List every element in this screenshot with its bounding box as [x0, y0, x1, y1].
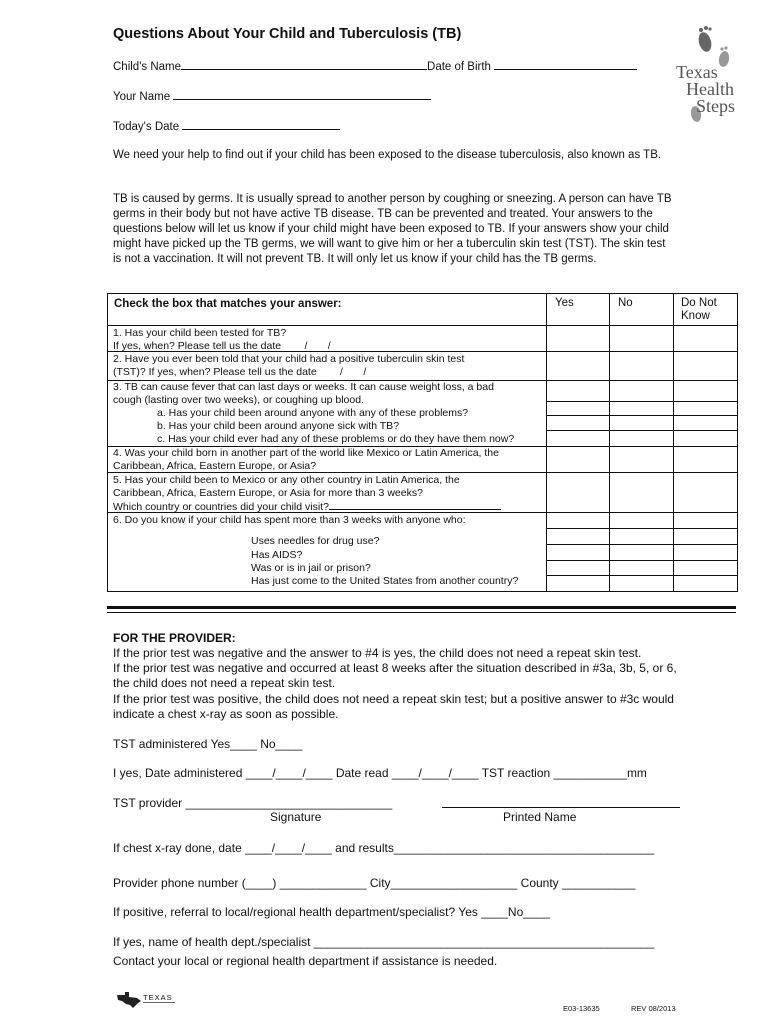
question-2 [113, 353, 464, 378]
question-1 [113, 327, 331, 352]
question-6c: Was or is in jail or prison? [251, 562, 371, 574]
contact-note: Contact your local or regional health department if assistance is needed. [113, 954, 498, 968]
your-name-line[interactable] [173, 87, 431, 100]
logo-text-texas: Texas [676, 62, 718, 82]
question-5-line1: 5. Has your child been to Mexico or any other country in Latin America, the [113, 474, 460, 486]
answer-divider [546, 430, 737, 431]
provider-phone[interactable]: Provider phone number (____) _____________ City___________________ County ___________ [113, 876, 636, 890]
question-2-line1: 2. Have you ever been told that your child had a positive tuberculin skin test [113, 353, 465, 365]
tst-provider-signature[interactable]: TST provider _______________________________ [113, 796, 393, 810]
agency-underline [143, 1002, 175, 1003]
provider-note-1: If the prior test was negative and the answer to #4 is yes, the child does not need a repeat skin test. [113, 646, 642, 660]
provider-note-2: If the prior test was negative and occurred at least 8 weeks after the situation described in #3a, 3b, 5, or 6, the child does not need a repeat skin test. [113, 661, 677, 690]
table-header-dnk-line2: Know [681, 310, 710, 322]
child-name-field[interactable] [113, 57, 637, 73]
col-divider [609, 294, 610, 591]
texas-state-icon [115, 991, 143, 1009]
question-5-line2: Caribbean, Africa, Eastern Europe, or Asia for more than 3 weeks? [113, 486, 423, 499]
signature-label: Signature [270, 810, 322, 824]
page-title: Questions About Your Child and Tuberculosis (TB) [113, 26, 462, 42]
texas-health-steps-logo [672, 24, 752, 134]
table-header-yes: Yes [555, 297, 574, 309]
printed-name-label: Printed Name [503, 810, 577, 824]
child-name-label: Child's Name [113, 61, 182, 73]
agency-logo [115, 991, 175, 1011]
revision-date: REV 08/2013 [631, 1004, 676, 1013]
todays-date-label: Today's Date [113, 121, 180, 133]
logo-text-health: Health [686, 79, 734, 99]
question-table [107, 293, 738, 592]
question-6a: Uses needles for drug use? [251, 535, 380, 547]
table-header-dnk-line1: Do Not [681, 297, 717, 309]
answer-divider [546, 575, 737, 576]
referral-question[interactable]: If positive, referral to local/regional health department/specialist? Yes ____No____ [113, 905, 550, 919]
question-4-line1: 4. Was your child born in another part of the world like Mexico or Latin America, the [113, 447, 499, 459]
todays-date-line[interactable] [182, 117, 340, 130]
your-name-field[interactable] [113, 87, 431, 103]
todays-date-field[interactable] [113, 117, 340, 133]
intro-paragraph-1: We need your help to find out if your child has been exposed to the disease tuberculosis, also known as TB. [113, 149, 662, 161]
printed-name-line[interactable] [442, 807, 680, 808]
answer-divider [546, 544, 737, 545]
answer-divider [546, 401, 737, 402]
question-3-line2: cough (lasting over two weeks), or coughing up blood. [113, 393, 364, 406]
question-2-line2: (TST)? If yes, when? Please tell us the date / / [113, 365, 367, 378]
answer-divider [546, 528, 737, 529]
question-5-line3 [113, 499, 501, 514]
tst-administered[interactable]: TST administered Yes____ No____ [113, 737, 303, 751]
provider-heading: FOR THE PROVIDER: [113, 631, 236, 645]
col-divider [673, 294, 674, 591]
question-1-line1: 1. Has your child been tested for TB? [113, 327, 287, 339]
table-header-question: Check the box that matches your answer: [114, 298, 342, 310]
question-3a: a. Has your child been around anyone with any of these problems? [157, 407, 469, 419]
health-dept-name[interactable]: If yes, name of health dept./specialist ___________________________________________________ [113, 935, 655, 949]
question-1-line2: If yes, when? Please tell us the date / / [113, 339, 331, 352]
section-divider-thick [107, 606, 736, 609]
table-header-dnk [681, 297, 717, 323]
section-divider-thin [107, 612, 736, 613]
question-3 [113, 381, 494, 406]
chest-xray[interactable]: If chest x-ray done, date ____/____/____ and results_______________________________________ [113, 841, 655, 855]
question-6d: Has just come to the United States from another country? [251, 575, 519, 587]
question-5 [113, 474, 501, 514]
your-name-label: Your Name [113, 91, 171, 103]
col-divider [546, 294, 547, 591]
dob-line[interactable] [494, 57, 637, 70]
tst-dates[interactable]: I yes, Date administered ____/____/____ Date read ____/____/____ TST reaction ___________mm [113, 766, 647, 780]
question-6: 6. Do you know if your child has spent more than 3 weeks with anyone who: [113, 514, 466, 526]
answer-divider [546, 415, 737, 416]
form-number: E03-13635 [563, 1004, 600, 1013]
question-3c: c. Has your child ever had any of these problems or do they have them now? [157, 433, 515, 445]
logo-text-steps: Steps [696, 96, 736, 116]
question-5-country-label: Which country or countries did your child visit? [113, 501, 329, 514]
provider-note-3: If the prior test was positive, the child does not need a repeat skin test; but a positive answer to #3c would indicate a chest x-ray as soon as possible. [113, 692, 674, 721]
country-line[interactable] [329, 499, 501, 510]
question-6b: Has AIDS? [251, 549, 303, 561]
question-3b: b. Has your child been around anyone sick with TB? [157, 420, 400, 432]
question-4-line2: Caribbean, Africa, Eastern Europe, or Asia? [113, 459, 317, 472]
row-divider [108, 325, 737, 326]
table-header-no: No [618, 297, 633, 309]
intro-paragraph-2: TB is caused by germs. It is usually spread to another person by coughing or sneezing. A person can have TB germs in their body but not have active TB disease. TB can be prevented and treated. Your answers to the questions below will let us know if your child might have been exposed to TB. If your answers show your child might have picked up the TB germs, we will want to give him or her a tuberculin skin test (TST). The skin test is not a vaccination. It will not prevent TB. It will only let us know if your child has the TB germs. [113, 193, 672, 265]
answer-divider [546, 560, 737, 561]
question-3-line1: 3. TB can cause fever that can last days or weeks. It can cause weight loss, a bad [113, 381, 494, 393]
dob-label: Date of Birth [427, 61, 491, 73]
child-name-line[interactable] [181, 57, 427, 70]
question-4 [113, 447, 499, 472]
agency-name: TEXAS [143, 993, 173, 1002]
